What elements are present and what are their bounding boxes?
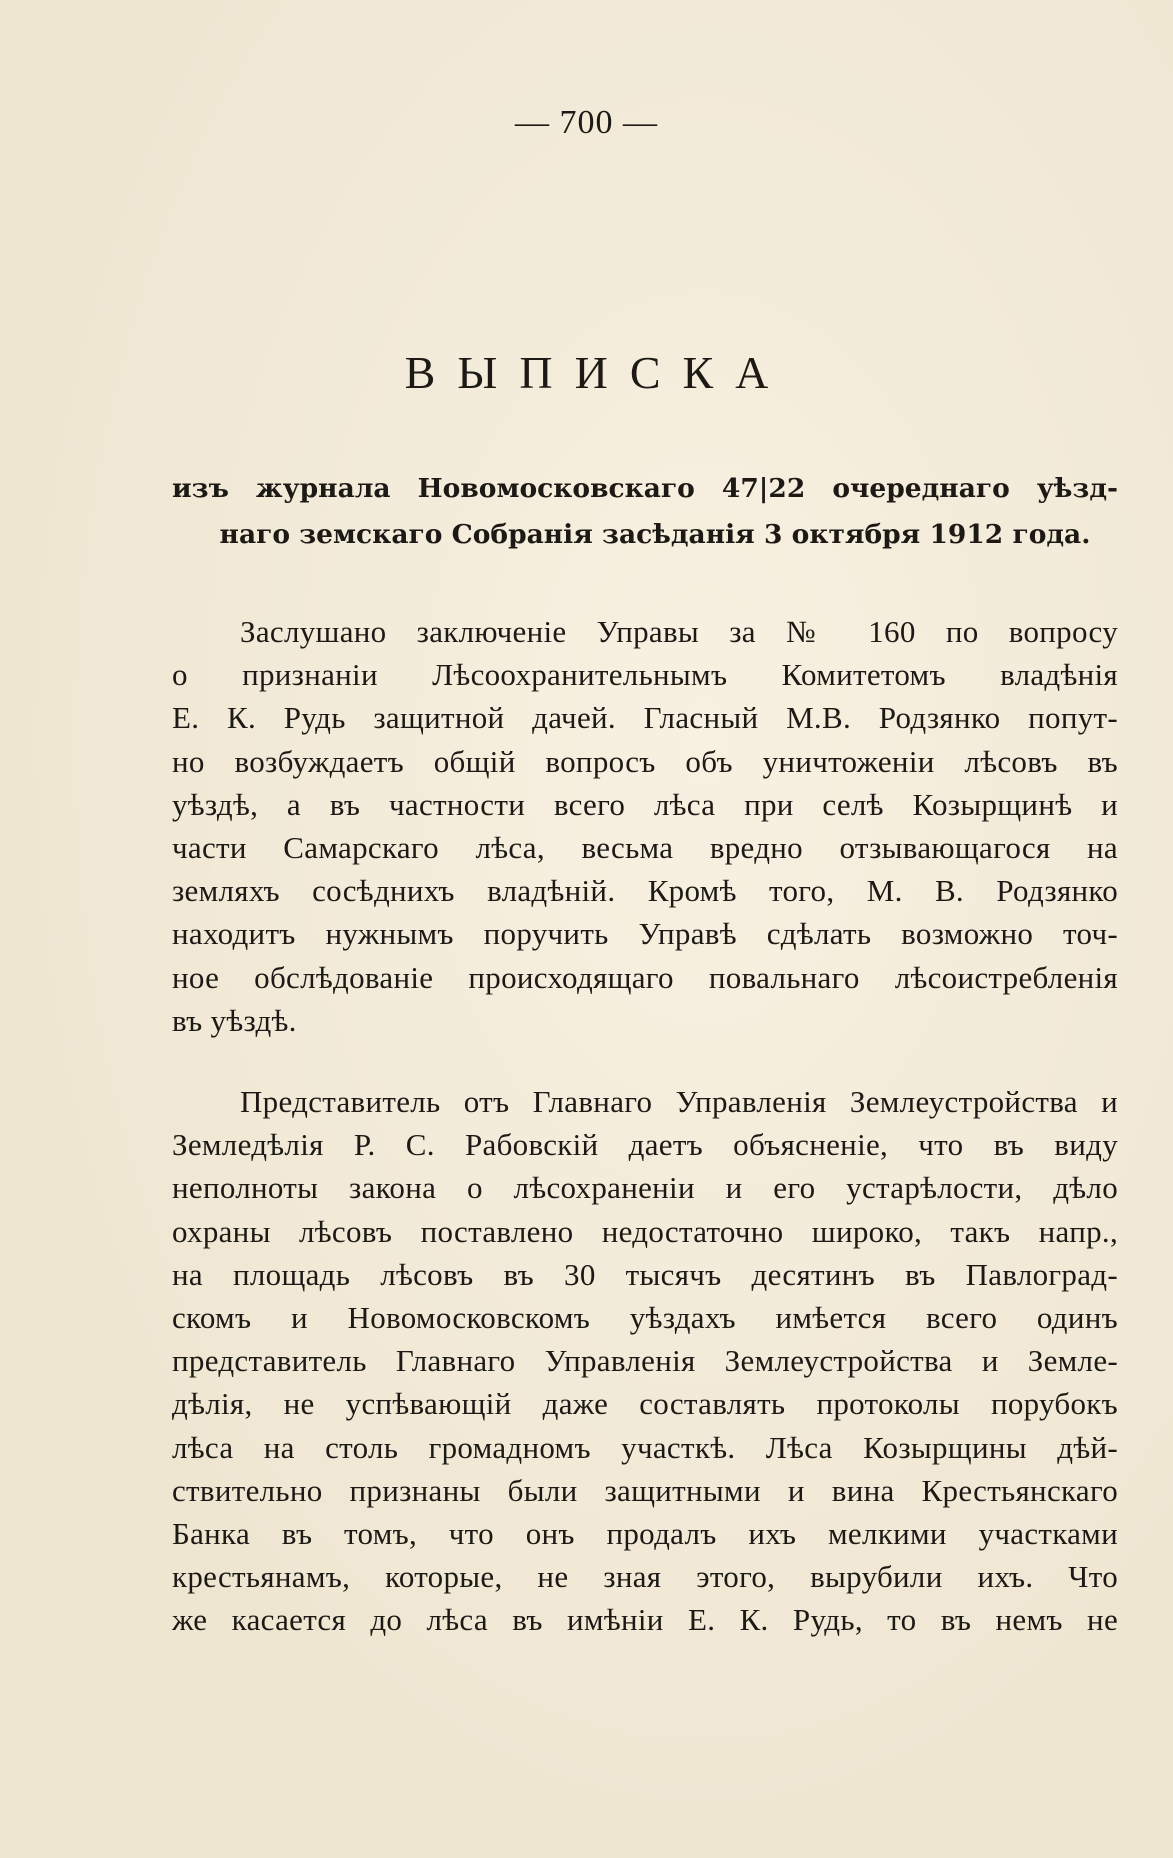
text-line: Е. К. Рудь защитной дачей. Гласный М.В. Родзянко попут-: [172, 700, 1118, 736]
text-line: Земледѣлія Р. С. Рабовскій даетъ объясненіе, что въ виду: [172, 1127, 1118, 1163]
text-line: же касается до лѣса въ имѣніи Е. К. Рудь, то въ немъ не: [172, 1602, 1118, 1638]
subtitle-line: наго земскаго Собранія засѣданія 3 октября 1912 года.: [219, 519, 1091, 550]
text-line: неполноты закона о лѣсохраненіи и его устарѣлости, дѣло: [172, 1170, 1118, 1206]
text-line: уѣздѣ, а въ частности всего лѣса при селѣ Козырщинѣ и: [172, 786, 1118, 822]
text-line: находитъ нужнымъ поручить Управѣ сдѣлать возможно точ-: [172, 916, 1118, 952]
text-line: Заслушано заключеніе Управы за № 160 по вопросу: [240, 614, 1118, 649]
text-line: части Самарскаго лѣса, весьма вредно отзывающагося на: [172, 830, 1118, 866]
text-line: земляхъ сосѣднихъ владѣній. Кромѣ того, М. В. Родзянко: [172, 873, 1118, 909]
text-line: скомъ и Новомосковскомъ уѣздахъ имѣется всего одинъ: [172, 1300, 1118, 1336]
paragraph-2: [172, 1080, 1118, 1642]
paragraph-1: [172, 610, 1118, 1042]
text-line: крестьянамъ, которые, не зная этого, вырубили ихъ. Что: [172, 1559, 1118, 1595]
text-line: ное обслѣдованіе происходящаго повальнаго лѣсоистребленія: [172, 959, 1118, 995]
text-line: на площадь лѣсовъ въ 30 тысячъ десятинъ въ Павлоград-: [172, 1256, 1118, 1292]
text-line: Представитель отъ Главнаго Управленія Землеустройства и: [240, 1084, 1118, 1119]
text-line: о признаніи Лѣсоохранительнымъ Комитетомъ владѣнія: [172, 657, 1118, 693]
text-line: представитель Главнаго Управленія Землеустройства и Земле-: [172, 1343, 1118, 1379]
text-line: лѣса на столь громадномъ участкѣ. Лѣса Козырщины дѣй-: [172, 1429, 1118, 1465]
text-line: но возбуждаетъ общій вопросъ объ уничтоженіи лѣсовъ въ: [172, 743, 1118, 779]
document-title: ВЫПИСКА: [404, 347, 791, 398]
subtitle-line: изъ журнала Новомосковскаго 47|22 очереднаго уѣзд-: [172, 473, 1118, 504]
text-line: Банка въ томъ, что онъ продалъ ихъ мелкими участками: [172, 1516, 1118, 1552]
page-number: — 700 —: [515, 104, 658, 141]
text-line: ствительно признаны были защитными и вина Крестьянскаго: [172, 1472, 1118, 1508]
text-line: дѣлія, не успѣвающій даже составлять протоколы порубокъ: [172, 1386, 1118, 1422]
text-line: охраны лѣсовъ поставлено недостаточно широко, такъ напр.,: [172, 1213, 1118, 1249]
text-line: въ уѣздѣ.: [172, 1002, 297, 1038]
document-subtitle: [172, 466, 1118, 558]
